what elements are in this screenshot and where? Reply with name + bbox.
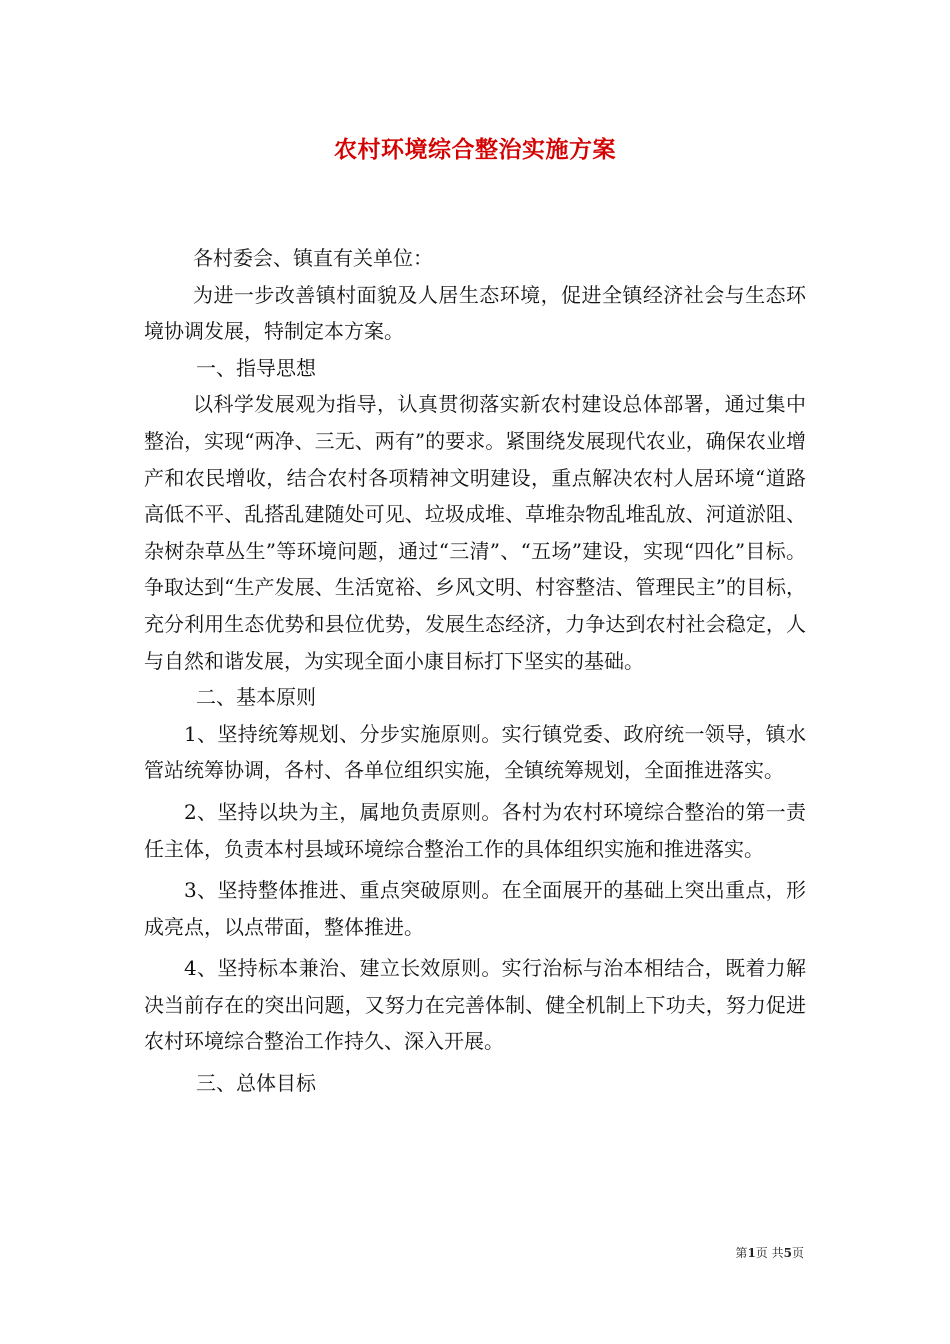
principle-2-paragraph: 2、坚持以块为主，属地负责原则。各村为农村环境综合整治的第一责任主体，负责本村县域环境综合整治工作的具体组织实施和推进落实。 — [144, 799, 806, 861]
footer-total-pages: 5 — [783, 1246, 792, 1260]
salutation: 各村委会、镇直有关单位： — [193, 246, 433, 270]
footer-prefix: 第 — [735, 1246, 748, 1260]
footer-suffix: 页 — [791, 1246, 804, 1260]
footer-current-page: 1 — [747, 1246, 756, 1260]
section-heading-basic-principles: 二、基本原则 — [196, 685, 316, 710]
principle-3-paragraph: 3、坚持整体推进、重点突破原则。在全面展开的基础上突出重点，形成亮点，以点带面，整体推进。 — [144, 878, 806, 939]
section-heading-guiding-thought: 一、指导思想 — [196, 355, 316, 380]
document-body — [144, 240, 806, 1102]
principle-1-paragraph: 1、坚持统筹规划、分步实施原则。实行镇党委、政府统一领导，镇水管站统筹协调，各村、各单位组织实施，全镇统筹规划，全面推进落实。 — [144, 721, 806, 783]
page-number-footer — [735, 1245, 804, 1261]
guiding-thought-paragraph: 以科学发展观为指导，认真贯彻落实新农村建设总体部署，通过集中整治，实现“两净、三无、两有”的要求。紧围绕发展现代农业，确保农业增产和农民增收，结合农村各项精神文明建设，重点解决农村人居环境“道路高低不平、乱搭乱建随处可见、垃圾成堆、草堆杂物乱堆乱放、河道淤阻、杂树杂草丛生”等环境问题，通过“三清”、“五场”建设，实现“四化”目标。争取达到“生产发展、生活宽裕、乡风文明、村容整洁、管理民主”的目标，充分利用生态优势和县位优势，发展生态经济，力争达到农村社会稳定，人与自然和谐发展，为实现全面小康目标打下坚实的基础。 — [144, 392, 806, 673]
section-heading-overall-goal: 三、总体目标 — [196, 1071, 316, 1096]
footer-middle: 页 共 — [755, 1246, 784, 1260]
intro-paragraph: 为进一步改善镇村面貌及人居生态环境，促进全镇经济社会与生态环境协调发展，特制定本方案。 — [144, 282, 806, 344]
principle-4-paragraph: 4、坚持标本兼治、建立长效原则。实行治标与治本相结合，既着力解决当前存在的突出问题，又努力在完善体制、健全机制上下功夫，努力促进农村环境综合整治工作持久、深入开展。 — [144, 956, 806, 1054]
document-title: 农村环境综合整治实施方案 — [334, 136, 616, 163]
